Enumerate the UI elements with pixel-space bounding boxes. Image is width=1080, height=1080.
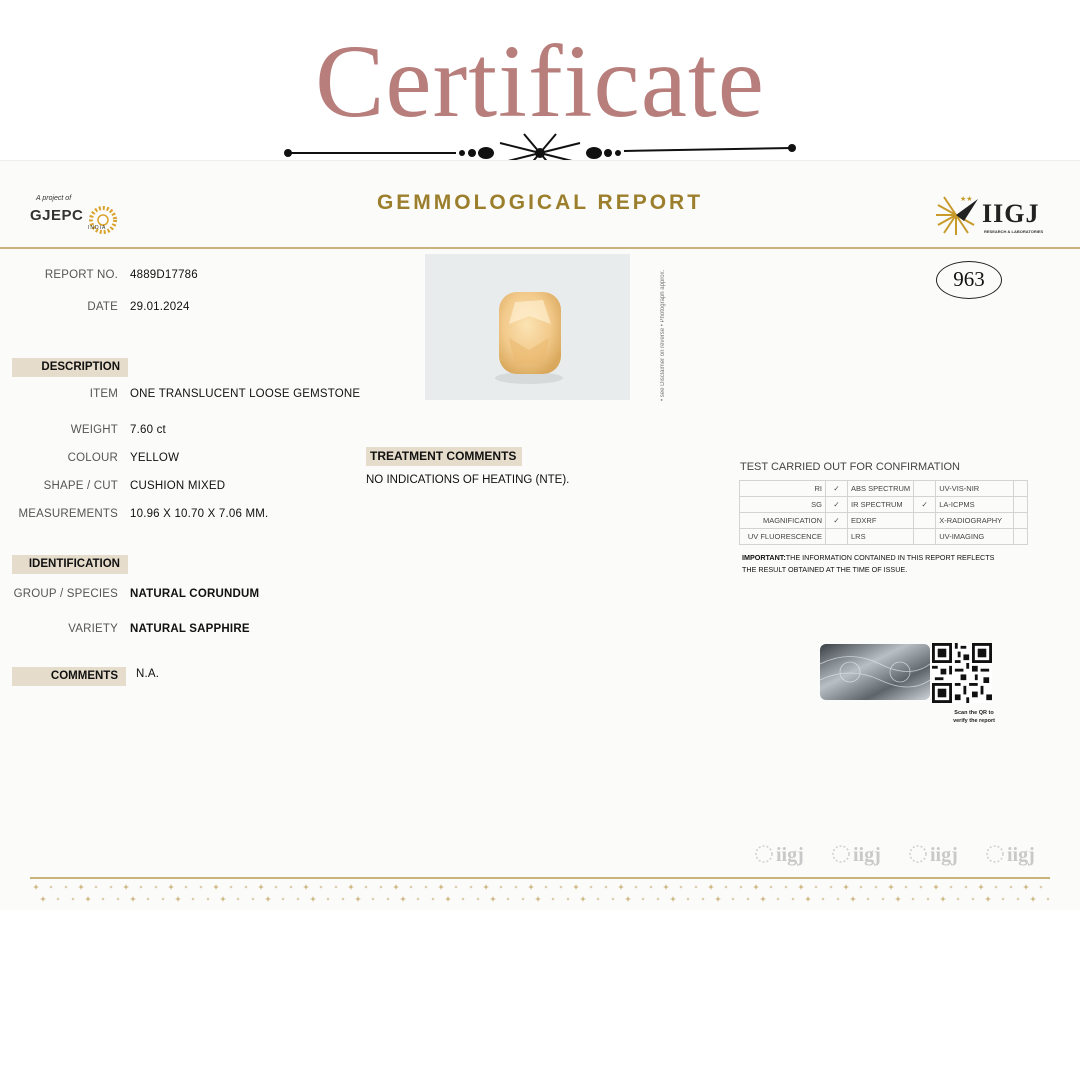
check-icon <box>914 481 936 497</box>
star-ornament <box>708 884 714 890</box>
star-ornament <box>1009 885 1013 889</box>
table-row <box>740 481 1028 497</box>
star-border <box>30 881 1050 907</box>
star-ornament <box>220 896 226 902</box>
treatment-heading: TREATMENT COMMENTS <box>366 447 522 466</box>
star-ornament <box>881 897 885 901</box>
qr-caption: Scan the QR to verify the report <box>953 710 995 724</box>
star-ornament <box>911 897 915 901</box>
star-ornament <box>161 897 165 901</box>
star-ornament <box>670 896 676 902</box>
star-ornament <box>559 885 563 889</box>
star-ornament <box>409 885 413 889</box>
star-ornament <box>146 897 150 901</box>
star-ornament <box>213 884 219 890</box>
star-ornament <box>33 884 39 890</box>
group-value: NATURAL CORUNDUM <box>130 588 260 600</box>
star-ornament <box>364 885 368 889</box>
star-ornament <box>101 897 105 901</box>
star-ornament <box>116 897 120 901</box>
star-ornament <box>769 885 773 889</box>
star-ornament <box>850 896 856 902</box>
check-icon <box>914 513 936 529</box>
footer-rule <box>30 877 1050 879</box>
comments-heading: COMMENTS <box>12 667 126 686</box>
variety-value: NATURAL SAPPHIRE <box>130 623 250 635</box>
check-icon: ✓ <box>826 497 848 513</box>
star-ornament <box>175 896 181 902</box>
report-title: GEMMOLOGICAL REPORT <box>376 191 704 214</box>
star-ornament <box>319 885 323 889</box>
star-ornament <box>814 885 818 889</box>
star-ornament <box>656 897 660 901</box>
star-ornament <box>85 896 91 902</box>
star-ornament <box>836 897 840 901</box>
test-name: EDXRF <box>848 513 914 529</box>
watermark-text: iigj <box>1007 844 1035 866</box>
star-ornament <box>940 896 946 902</box>
star-ornament <box>919 885 923 889</box>
star-ornament <box>596 897 600 901</box>
star-ornament <box>985 896 991 902</box>
star-ornament <box>281 897 285 901</box>
star-ornament <box>476 897 480 901</box>
star-ornament <box>289 885 293 889</box>
star-ornament <box>964 885 968 889</box>
group-label: GROUP / SPECIES <box>13 588 118 600</box>
treatment-text: NO INDICATIONS OF HEATING (NTE). <box>366 474 570 486</box>
star-ornament <box>888 884 894 890</box>
star-ornament <box>56 897 60 901</box>
star-ornament <box>64 885 68 889</box>
star-ornament <box>483 884 489 890</box>
important-text: THE INFORMATION CONTAINED IN THIS REPORT REFLECTS THE RESULT OBTAINED AT THE TIME OF ISSUE. <box>742 553 995 574</box>
check-icon: ✓ <box>914 497 936 513</box>
table-row <box>740 513 1028 529</box>
date-label: DATE <box>87 301 118 313</box>
test-label: SG <box>740 497 826 513</box>
project-label: A project of <box>36 195 72 202</box>
star-ornament <box>49 885 53 889</box>
star-ornament <box>461 897 465 901</box>
star-ornament <box>625 896 631 902</box>
star-ornament <box>784 885 788 889</box>
comments-value: N.A. <box>136 668 160 680</box>
star-ornament <box>535 896 541 902</box>
star-ornament <box>634 885 638 889</box>
test-name: LRS <box>848 529 914 545</box>
test-label: MAGNIFICATION <box>740 513 826 529</box>
star-ornament <box>154 885 158 889</box>
star-ornament <box>798 884 804 890</box>
star-ornament <box>731 897 735 901</box>
item-value: ONE TRANSLUCENT LOOSE GEMSTONE <box>130 388 361 400</box>
star-ornament <box>438 884 444 890</box>
hologram-sticker <box>820 644 930 700</box>
test-name: ABS SPECTRUM <box>848 481 914 497</box>
gjepc-country: INDIA <box>88 225 107 231</box>
star-ornament <box>499 885 503 889</box>
star-ornament <box>206 897 210 901</box>
star-ornament <box>589 885 593 889</box>
star-ornament <box>746 897 750 901</box>
star-ornament <box>130 896 136 902</box>
star-ornament <box>753 884 759 890</box>
report-badge: 963 <box>936 261 1002 299</box>
star-ornament <box>199 885 203 889</box>
star-ornament <box>355 896 361 902</box>
important-label: IMPORTANT: <box>742 553 786 562</box>
star-ornament <box>123 884 129 890</box>
report-number-label: REPORT NO. <box>44 269 118 281</box>
table-row <box>740 529 1028 545</box>
star-ornament <box>416 897 420 901</box>
photo-caption: • see Disclaimer on reverse • Photograph approx. <box>660 269 666 401</box>
important-note <box>742 552 1002 576</box>
star-ornament <box>400 896 406 902</box>
watermark-text: iigj <box>930 844 958 866</box>
star-ornament <box>139 885 143 889</box>
star-ornament <box>168 884 174 890</box>
star-ornament <box>859 885 863 889</box>
header-rule <box>0 247 1080 249</box>
test-label: UV FLUORESCENCE <box>740 529 826 545</box>
star-ornament <box>424 885 428 889</box>
star-ornament <box>454 885 458 889</box>
shape-value: CUSHION MIXED <box>130 480 226 492</box>
star-ornament <box>109 885 113 889</box>
star-ornament <box>904 885 908 889</box>
star-ornament <box>506 897 510 901</box>
star-ornament <box>191 897 195 901</box>
table-row <box>740 497 1028 513</box>
star-ornament <box>1023 884 1029 890</box>
star-ornament <box>296 897 300 901</box>
watermark-text: iigj <box>776 844 804 866</box>
gjepc-name: GJEPC <box>30 207 84 224</box>
star-ornament <box>445 896 451 902</box>
variety-label: VARIETY <box>68 623 118 635</box>
lab-name: IIGJ <box>982 199 1040 228</box>
star-ornament <box>739 885 743 889</box>
star-ornament <box>933 884 939 890</box>
weight-value: 7.60 ct <box>130 424 166 436</box>
star-ornament <box>236 897 240 901</box>
star-ornament <box>251 897 255 901</box>
star-ornament <box>371 897 375 901</box>
star-ornament <box>265 896 271 902</box>
star-ornament <box>686 897 690 901</box>
star-ornament <box>1016 897 1020 901</box>
star-ornament <box>348 884 354 890</box>
star-ornament <box>618 884 624 890</box>
check-icon: ✓ <box>826 513 848 529</box>
star-ornament <box>791 897 795 901</box>
star-ornament <box>641 897 645 901</box>
star-ornament <box>258 884 264 890</box>
star-ornament <box>649 885 653 889</box>
test-name: X-RADIOGRAPHY <box>936 513 1014 529</box>
star-ornament <box>1046 897 1050 901</box>
report-number: 4889D17786 <box>130 269 198 281</box>
star-ornament <box>469 885 473 889</box>
report-date: 29.01.2024 <box>130 301 190 313</box>
star-ornament <box>379 885 383 889</box>
watermark-logos <box>752 839 1052 869</box>
weight-label: WEIGHT <box>70 424 118 436</box>
page-title: Certificate <box>315 24 765 139</box>
star-ornament <box>184 885 188 889</box>
check-icon <box>914 529 936 545</box>
star-ornament <box>326 897 330 901</box>
star-ornament <box>715 896 721 902</box>
star-ornament <box>490 896 496 902</box>
star-ornament <box>805 896 811 902</box>
star-ornament <box>514 885 518 889</box>
star-ornament <box>949 885 953 889</box>
star-ornament <box>829 885 833 889</box>
colour-value: YELLOW <box>130 452 180 464</box>
qr-code[interactable] <box>932 643 992 703</box>
iigj-logo <box>934 191 1054 241</box>
star-ornament <box>663 884 669 890</box>
star-ornament <box>566 897 570 901</box>
star-ornament <box>1030 896 1036 902</box>
star-ornament <box>229 885 233 889</box>
star-ornament <box>310 896 316 902</box>
star-ornament <box>573 884 579 890</box>
star-ornament <box>528 884 534 890</box>
star-ornament <box>274 885 278 889</box>
report-card <box>0 160 1080 910</box>
star-ornament <box>341 897 345 901</box>
star-ornament <box>701 897 705 901</box>
lab-subtitle: RESEARCH & LABORATORIES <box>984 229 1044 234</box>
item-label: ITEM <box>89 388 118 400</box>
test-name: LA-ICPMS <box>936 497 1014 513</box>
star-ornament <box>776 897 780 901</box>
gemstone-image <box>425 254 630 400</box>
check-icon <box>826 529 848 545</box>
test-name: UV-VIS-NIR <box>936 481 1014 497</box>
star-ornament <box>926 897 930 901</box>
star-ornament <box>393 884 399 890</box>
star-ornament <box>1001 897 1005 901</box>
star-ornament <box>866 897 870 901</box>
star-ornament <box>694 885 698 889</box>
star-ornament <box>78 884 84 890</box>
svg-text:★★: ★★ <box>960 195 973 203</box>
star-ornament <box>521 897 525 901</box>
tests-table <box>739 480 1028 545</box>
star-ornament <box>821 897 825 901</box>
star-ornament <box>580 896 586 902</box>
measurements-label: MEASUREMENTS <box>18 508 118 520</box>
colour-label: COLOUR <box>67 452 118 464</box>
star-ornament <box>431 897 435 901</box>
gemstone-photo <box>425 254 630 400</box>
shape-label: SHAPE / CUT <box>43 480 118 492</box>
description-heading: DESCRIPTION <box>12 358 128 377</box>
star-ornament <box>874 885 878 889</box>
test-name: IR SPECTRUM <box>848 497 914 513</box>
star-ornament <box>544 885 548 889</box>
star-ornament <box>386 897 390 901</box>
star-ornament <box>760 896 766 902</box>
star-ornament <box>40 896 46 902</box>
star-ornament <box>956 897 960 901</box>
star-ornament <box>604 885 608 889</box>
star-ornament <box>724 885 728 889</box>
star-ornament <box>303 884 309 890</box>
star-ornament <box>334 885 338 889</box>
star-ornament <box>978 884 984 890</box>
iigj-emblem-icon <box>934 193 980 235</box>
star-ornament <box>71 897 75 901</box>
star-ornament <box>94 885 98 889</box>
star-ornament <box>971 897 975 901</box>
star-ornament <box>551 897 555 901</box>
test-label: RI <box>740 481 826 497</box>
check-icon: ✓ <box>826 481 848 497</box>
star-ornament <box>843 884 849 890</box>
watermark-text: iigj <box>853 844 881 866</box>
tests-heading: TEST CARRIED OUT FOR CONFIRMATION <box>740 461 961 473</box>
star-ornament <box>994 885 998 889</box>
star-ornament <box>611 897 615 901</box>
measurements-value: 10.96 X 10.70 X 7.06 MM. <box>130 508 269 520</box>
star-ornament <box>895 896 901 902</box>
test-name: UV-IMAGING <box>936 529 1014 545</box>
star-ornament <box>679 885 683 889</box>
star-ornament <box>244 885 248 889</box>
identification-heading: IDENTIFICATION <box>12 555 128 574</box>
star-ornament <box>1039 885 1043 889</box>
